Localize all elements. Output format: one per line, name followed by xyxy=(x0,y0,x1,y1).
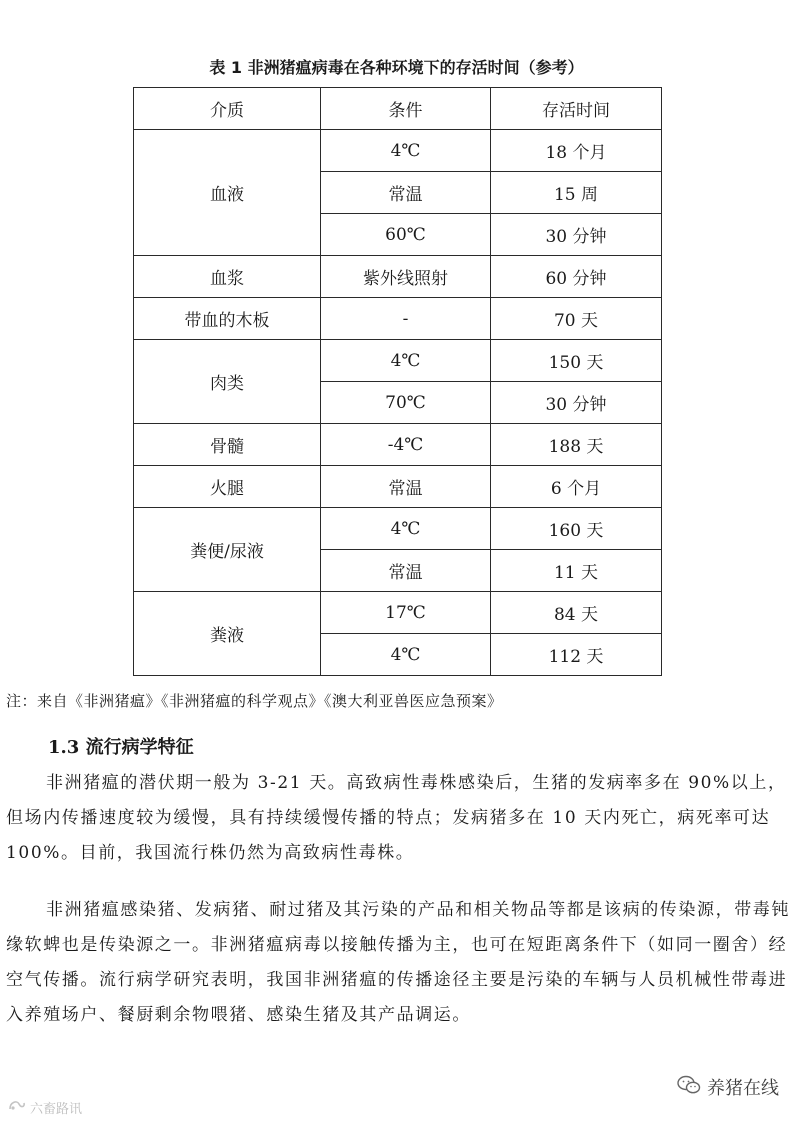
time-cell: 11 天 xyxy=(491,550,662,592)
condition-cell: 70℃ xyxy=(321,382,491,424)
watermark-left-text: 六畜路讯 xyxy=(30,1102,83,1117)
time-cell: 160 天 xyxy=(491,508,662,550)
section-heading: 1.3 流行病学特征 xyxy=(48,737,194,758)
condition-cell: 常温 xyxy=(321,550,491,592)
time-cell: 30 分钟 xyxy=(491,382,662,424)
medium-cell: 粪便/尿液 xyxy=(134,508,321,592)
condition-cell: 紫外线照射 xyxy=(321,256,491,298)
condition-cell: 4℃ xyxy=(321,340,491,382)
condition-cell: 常温 xyxy=(321,172,491,214)
logo-icon xyxy=(8,1099,26,1117)
time-cell: 150 天 xyxy=(491,340,662,382)
condition-cell: 常温 xyxy=(321,466,491,508)
table-row xyxy=(134,466,662,508)
condition-cell: - xyxy=(321,298,491,340)
time-cell: 84 天 xyxy=(491,592,662,634)
medium-cell: 血液 xyxy=(134,130,321,256)
condition-cell: 4℃ xyxy=(321,508,491,550)
table-row xyxy=(134,424,662,466)
medium-cell: 火腿 xyxy=(134,466,321,508)
medium-cell: 粪液 xyxy=(134,592,321,676)
medium-cell: 骨髓 xyxy=(134,424,321,466)
time-cell: 30 分钟 xyxy=(491,214,662,256)
table-row xyxy=(134,592,662,634)
header-condition: 条件 xyxy=(321,88,491,130)
watermark-right-text: 养猪在线 xyxy=(707,1078,779,1099)
time-cell: 15 周 xyxy=(491,172,662,214)
table-header-row xyxy=(134,88,662,130)
watermark-left xyxy=(8,1098,82,1117)
header-survival-time: 存活时间 xyxy=(491,88,662,130)
header-medium: 介质 xyxy=(134,88,321,130)
time-cell: 188 天 xyxy=(491,424,662,466)
condition-cell: -4℃ xyxy=(321,424,491,466)
time-cell: 18 个月 xyxy=(491,130,662,172)
paragraph: 非洲猪瘟的潜伏期一般为 3-21 天。高致病性毒株感染后，生猪的发病率多在 90%以上，但场内传播速度较为缓慢，具有持续缓慢传播的特点；发病猪多在 10 天内死亡，病死率可达 100%。目前，我国流行株仍然为高致病性毒株。 xyxy=(6,773,787,863)
watermark-right xyxy=(677,1074,779,1100)
condition-cell: 60℃ xyxy=(321,214,491,256)
table-row xyxy=(134,256,662,298)
table-row xyxy=(134,340,662,382)
table-caption: 表 1 非洲猪瘟病毒在各种环境下的存活时间（参考） xyxy=(209,58,584,77)
medium-cell: 血浆 xyxy=(134,256,321,298)
table-row xyxy=(134,508,662,550)
medium-cell: 带血的木板 xyxy=(134,298,321,340)
time-cell: 6 个月 xyxy=(491,466,662,508)
time-cell: 112 天 xyxy=(491,634,662,676)
table-row xyxy=(134,298,662,340)
wechat-icon xyxy=(677,1075,701,1100)
condition-cell: 17℃ xyxy=(321,592,491,634)
medium-cell: 肉类 xyxy=(134,340,321,424)
table-row xyxy=(134,130,662,172)
paragraph: 非洲猪瘟感染猪、发病猪、耐过猪及其污染的产品和相关物品等都是该病的传染源，带毒钝缘软蜱也是传染源之一。非洲猪瘟病毒以接触传播为主，也可在短距离条件下（如同一圈舍）经空气传播。流行病学研究表明，我国非洲猪瘟的传播途径主要是污染的车辆与人员机械性带毒进入养殖场户、餐厨剩余物喂猪、感染生猪及其产品调运。 xyxy=(6,900,790,1025)
survival-table xyxy=(133,87,662,676)
time-cell: 60 分钟 xyxy=(491,256,662,298)
condition-cell: 4℃ xyxy=(321,634,491,676)
time-cell: 70 天 xyxy=(491,298,662,340)
condition-cell: 4℃ xyxy=(321,130,491,172)
source-note: 注：来自《非洲猪瘟》《非洲猪瘟的科学观点》《澳大利亚兽医应急预案》 xyxy=(6,692,503,710)
